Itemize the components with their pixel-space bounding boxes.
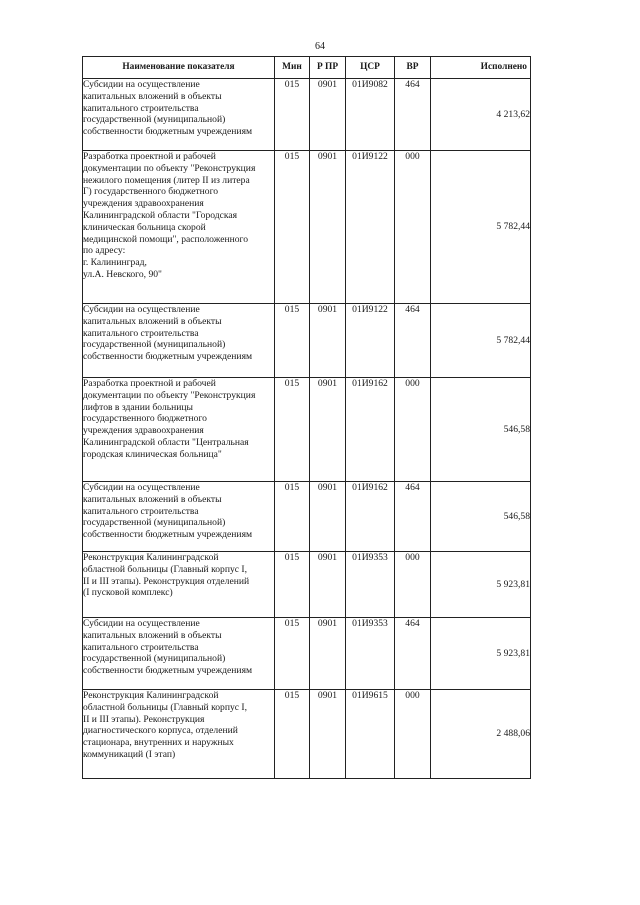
row-csr: 01И9162 [346,378,395,482]
row-name: Субсидии на осуществление капитальных вложений в объекты капитального строительства государственной (муниципальной) собственности бюджетным учреждениям [83,79,275,151]
row-vr: 464 [395,304,431,378]
table-row [83,482,531,552]
row-min: 015 [275,304,310,378]
budget-execution-table [82,56,531,779]
row-csr: 01И9353 [346,552,395,618]
row-vr: 000 [395,690,431,779]
page-number: 64 [315,41,325,52]
table-row [83,618,531,690]
row-rpr: 0901 [310,482,346,552]
row-csr: 01И9162 [346,482,395,552]
row-min: 015 [275,482,310,552]
row-name: Разработка проектной и рабочей документации по объекту "Реконструкция нежилого помещения (литер II из литера Г) государственного бюджетного учреждения здравоохранения Калининградской области "Городская клиническая больница скорой медицинской помощи", расположенного по адресу: г. Калининград, ул.А. Невского, 90" [83,151,275,304]
row-csr: 01И9122 [346,304,395,378]
table-row [83,690,531,779]
row-csr: 01И9615 [346,690,395,779]
header-vr: ВР [395,57,431,79]
row-rpr: 0901 [310,378,346,482]
row-rpr: 0901 [310,304,346,378]
row-name: Субсидии на осуществление капитальных вложений в объекты капитального строительства государственной (муниципальной) собственности бюджетным учреждениям [83,304,275,378]
row-name: Субсидии на осуществление капитальных вложений в объекты капитального строительства государственной (муниципальной) собственности бюджетным учреждениям [83,618,275,690]
header-value: Исполнено [431,57,531,79]
header-rpr: Р ПР [310,57,346,79]
row-value: 5 923,81 [431,618,531,690]
table-row [83,304,531,378]
row-vr: 000 [395,378,431,482]
row-value: 546,58 [431,378,531,482]
row-name: Разработка проектной и рабочей документации по объекту "Реконструкция лифтов в здании больницы государственного бюджетного учреждения здравоохранения Калининградской области "Центральная городская клиническая больница" [83,378,275,482]
row-csr: 01И9353 [346,618,395,690]
row-min: 015 [275,79,310,151]
header-min: Мин [275,57,310,79]
table-row [83,378,531,482]
row-rpr: 0901 [310,79,346,151]
table-row [83,151,531,304]
row-value: 546,58 [431,482,531,552]
row-min: 015 [275,378,310,482]
row-value: 5 782,44 [431,304,531,378]
row-value: 5 923,81 [431,552,531,618]
row-value: 5 782,44 [431,151,531,304]
table-header-row [83,57,531,79]
row-min: 015 [275,552,310,618]
table-row [83,79,531,151]
row-vr: 464 [395,618,431,690]
row-csr: 01И9082 [346,79,395,151]
row-rpr: 0901 [310,618,346,690]
row-name: Реконструкция Калининградской областной больницы (Главный корпус I, II и III этапы). Реконструкция диагностического корпуса, отделений стационара, внутренних и наружных коммуникаций (I этап) [83,690,275,779]
row-value: 4 213,62 [431,79,531,151]
row-rpr: 0901 [310,151,346,304]
header-csr: ЦСР [346,57,395,79]
row-vr: 464 [395,79,431,151]
header-name: Наименование показателя [83,57,275,79]
row-csr: 01И9122 [346,151,395,304]
row-min: 015 [275,151,310,304]
row-rpr: 0901 [310,690,346,779]
row-min: 015 [275,618,310,690]
row-rpr: 0901 [310,552,346,618]
table-row [83,552,531,618]
row-value: 2 488,06 [431,690,531,779]
row-min: 015 [275,690,310,779]
row-vr: 000 [395,151,431,304]
row-vr: 000 [395,552,431,618]
row-vr: 464 [395,482,431,552]
row-name: Субсидии на осуществление капитальных вложений в объекты капитального строительства государственной (муниципальной) собственности бюджетным учреждениям [83,482,275,552]
row-name: Реконструкция Калининградской областной больницы (Главный корпус I, II и III этапы). Реконструкция отделений (I пусковой комплекс) [83,552,275,618]
